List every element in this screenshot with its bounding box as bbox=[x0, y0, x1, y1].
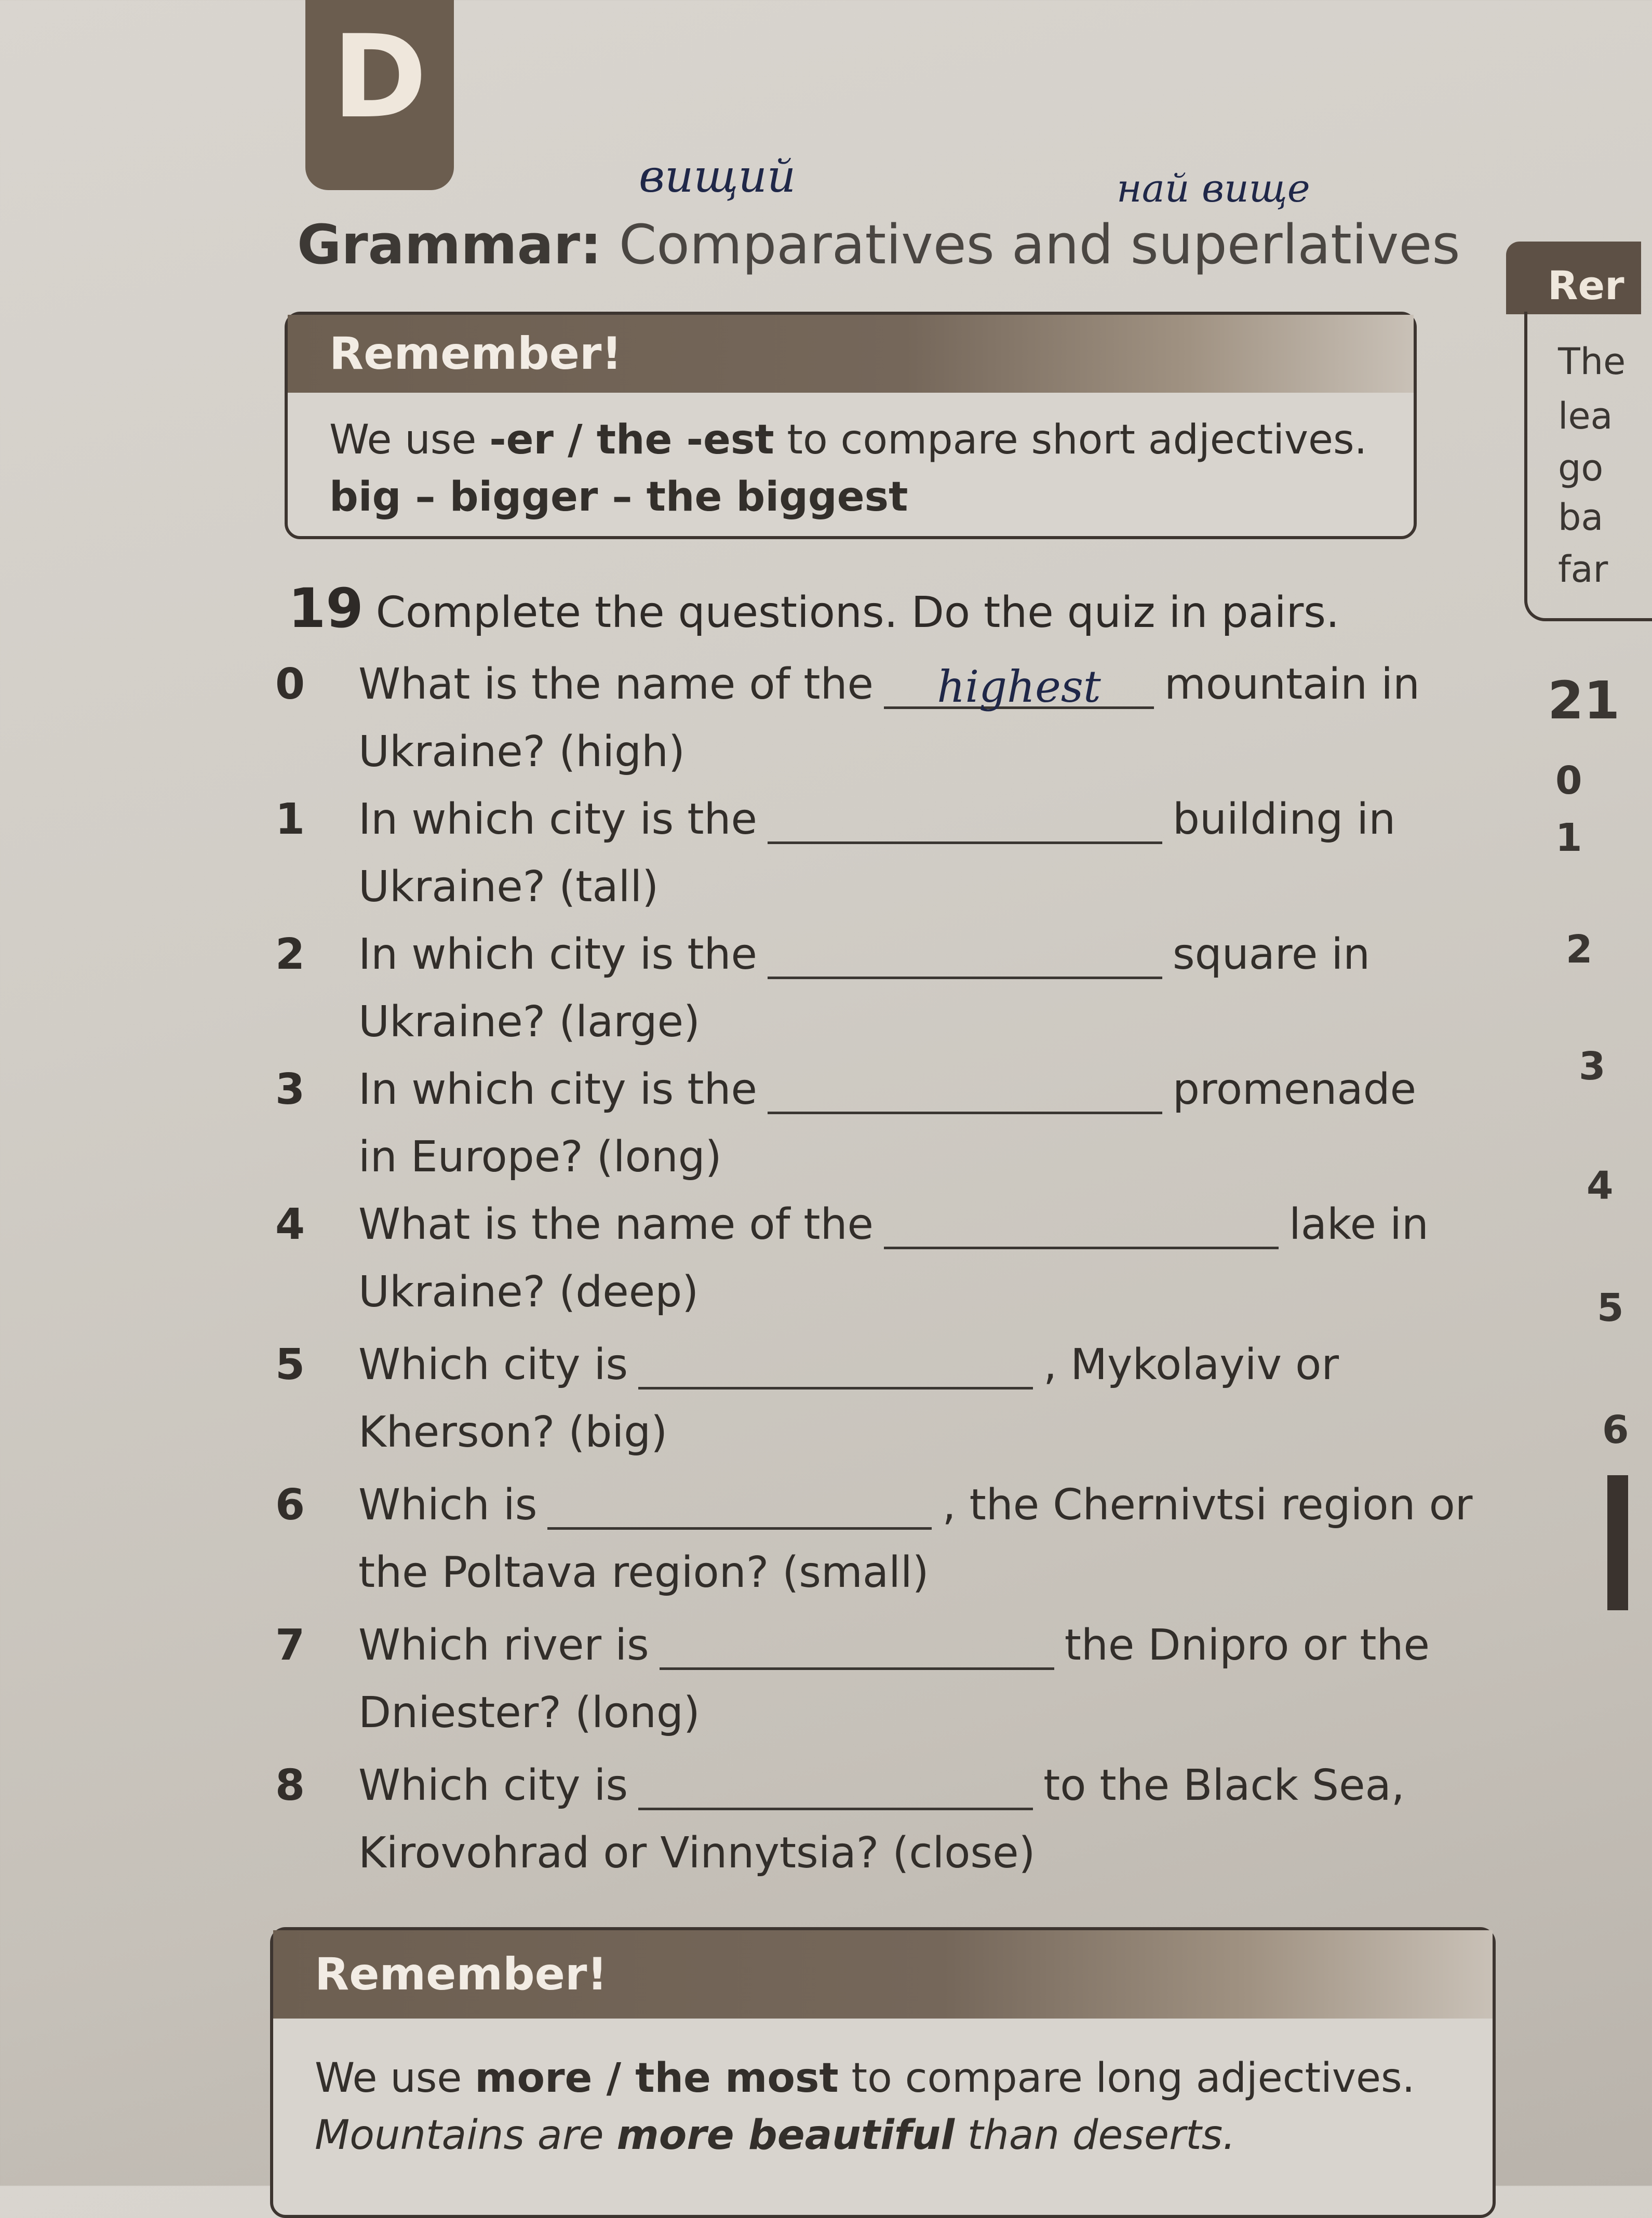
question-text-after: the Dnipro or the bbox=[1064, 1621, 1430, 1670]
question-text-before: Which river is bbox=[358, 1621, 649, 1670]
side-number: 5 bbox=[1597, 1286, 1624, 1330]
question-line-2: Kirovohrad or Vinnytsia? (close) bbox=[358, 1828, 1036, 1878]
side-exercise-number: 21 bbox=[1548, 670, 1620, 731]
question-line-2: the Poltava region? (small) bbox=[358, 1548, 929, 1597]
question-text-before: In which city is the bbox=[358, 795, 757, 844]
question-line-1 bbox=[358, 1200, 1429, 1249]
answer-blank[interactable] bbox=[768, 806, 1162, 844]
side-number: 4 bbox=[1587, 1164, 1614, 1208]
question-text-after: to the Black Sea, bbox=[1043, 1761, 1405, 1810]
question-line-1 bbox=[358, 930, 1370, 979]
remember-body bbox=[273, 2019, 1493, 2183]
question-line-1 bbox=[358, 660, 1420, 712]
question-number: 6 bbox=[275, 1480, 305, 1530]
remember-rule: We use -er / the -est to compare short adjectives. bbox=[329, 417, 1367, 463]
handwritten-note-right: най вище bbox=[1117, 166, 1310, 211]
question-text-after: , Mykolayiv or bbox=[1043, 1340, 1339, 1389]
side-dark-strip bbox=[1607, 1475, 1628, 1610]
question-line-2: Ukraine? (deep) bbox=[358, 1267, 699, 1317]
question-number: 3 bbox=[275, 1065, 305, 1114]
question-text-after: , the Chernivtsi region or bbox=[942, 1480, 1473, 1530]
question-text-before: In which city is the bbox=[358, 930, 757, 979]
question-number: 8 bbox=[275, 1761, 305, 1810]
exercise-instruction: 19 Complete the questions. Do the quiz in pairs. bbox=[288, 577, 1340, 640]
answer-blank[interactable] bbox=[547, 1492, 932, 1530]
question-text-before: What is the name of the bbox=[358, 1200, 874, 1249]
side-text-line: ba bbox=[1558, 496, 1604, 539]
remember-box-short-adjectives bbox=[285, 312, 1417, 539]
question-line-2: Ukraine? (large) bbox=[358, 997, 701, 1047]
question-text-after: building in bbox=[1172, 795, 1396, 844]
question-text-after: square in bbox=[1172, 930, 1371, 979]
question-line-1 bbox=[358, 1065, 1416, 1114]
question-text-after: promenade bbox=[1172, 1065, 1417, 1114]
question-number: 7 bbox=[275, 1621, 305, 1670]
question-number: 5 bbox=[275, 1340, 305, 1389]
side-number: 3 bbox=[1579, 1044, 1606, 1089]
remember-example: big – bigger – the biggest bbox=[329, 474, 908, 520]
question-number: 0 bbox=[275, 660, 305, 709]
question-line-2: Ukraine? (tall) bbox=[358, 862, 659, 912]
answer-blank[interactable] bbox=[884, 661, 1154, 712]
remember-box-long-adjectives bbox=[270, 1927, 1496, 2218]
question-number: 2 bbox=[275, 930, 305, 979]
question-line-1 bbox=[358, 795, 1395, 844]
question-text-after: mountain in bbox=[1164, 660, 1420, 709]
side-text-line: lea bbox=[1558, 395, 1613, 437]
section-tab: D bbox=[305, 0, 454, 190]
question-text-before: In which city is the bbox=[358, 1065, 757, 1114]
side-number: 1 bbox=[1555, 816, 1582, 860]
question-number: 4 bbox=[275, 1200, 305, 1249]
question-line-2: in Europe? (long) bbox=[358, 1132, 722, 1182]
question-line-1 bbox=[358, 1480, 1472, 1530]
question-line-2: Ukraine? (high) bbox=[358, 727, 686, 777]
handwritten-answer: highest bbox=[937, 661, 1101, 712]
answer-blank[interactable] bbox=[638, 1352, 1033, 1389]
question-line-1 bbox=[358, 1340, 1339, 1389]
question-text-before: Which city is bbox=[358, 1340, 628, 1389]
answer-blank[interactable] bbox=[768, 1076, 1162, 1114]
question-number: 1 bbox=[275, 795, 305, 844]
side-number: 0 bbox=[1555, 758, 1582, 803]
question-text-after: lake in bbox=[1289, 1200, 1429, 1249]
question-text-before: Which city is bbox=[358, 1761, 628, 1810]
handwritten-note-left: вищий bbox=[639, 151, 796, 203]
remember-heading: Remember! bbox=[273, 1930, 1493, 2019]
question-line-1 bbox=[358, 1621, 1430, 1670]
side-text-line: The bbox=[1558, 340, 1626, 383]
question-list bbox=[275, 660, 1473, 1906]
remember-body bbox=[288, 393, 1414, 544]
question-line-1 bbox=[358, 1761, 1405, 1810]
question-line-2: Kherson? (big) bbox=[358, 1408, 668, 1457]
page-title: Grammar: Comparatives and superlatives bbox=[297, 213, 1460, 276]
side-number: 2 bbox=[1566, 927, 1593, 972]
side-text-line: far bbox=[1558, 548, 1608, 591]
remember-example: Mountains are more beautiful than deserts. bbox=[315, 2112, 1236, 2159]
question-text-before: What is the name of the bbox=[358, 660, 874, 709]
answer-blank[interactable] bbox=[660, 1632, 1054, 1670]
question-line-2: Dniester? (long) bbox=[358, 1688, 700, 1738]
remember-heading: Remember! bbox=[288, 315, 1414, 393]
answer-blank[interactable] bbox=[638, 1772, 1033, 1810]
question-text-before: Which is bbox=[358, 1480, 538, 1530]
answer-blank[interactable] bbox=[884, 1211, 1279, 1249]
remember-rule: We use more / the most to compare long adjectives. bbox=[315, 2055, 1415, 2102]
answer-blank[interactable] bbox=[768, 941, 1162, 979]
side-remember-heading: Rer bbox=[1506, 242, 1641, 314]
side-number: 6 bbox=[1602, 1408, 1629, 1452]
side-text-line: go bbox=[1558, 447, 1604, 489]
